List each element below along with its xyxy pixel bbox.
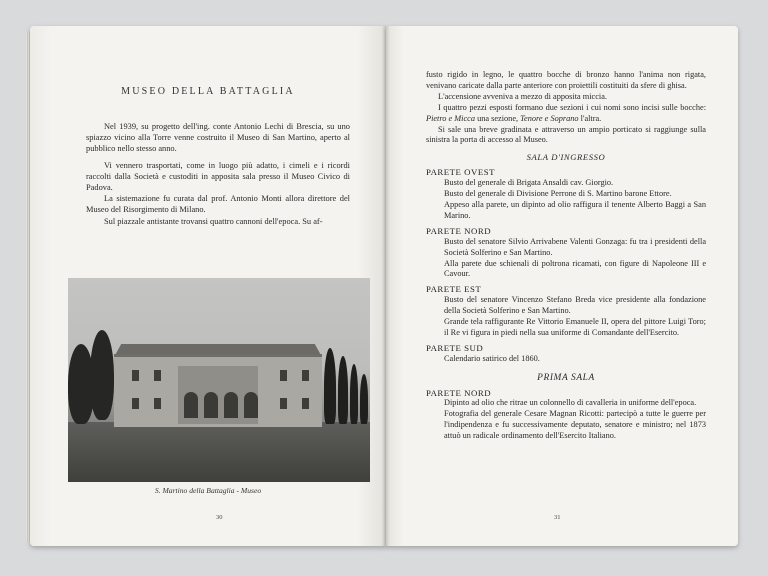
text: una sezione,: [477, 113, 519, 123]
left-page: [30, 26, 386, 546]
arch: [204, 392, 218, 418]
entry: Grande tela raffigurante Re Vittorio Emanuele II, opera del pittore Luigi Toro; il Re vi figura in piedi nella sua uniforme di Comandante dell'Esercito.: [444, 317, 706, 337]
window: [280, 370, 287, 381]
tree: [90, 330, 114, 420]
lawn: [68, 422, 370, 482]
entry: Alla parete due schienali di poltrona ricamati, con figure di Napoleone III e Cavour.: [444, 258, 706, 279]
entry: Calendario satirico del 1860.: [444, 353, 540, 363]
window: [280, 398, 287, 409]
window: [132, 370, 139, 381]
cypress: [324, 348, 336, 424]
paragraph: Si sale una breve gradinata e attraverso un ampio porticato si raggiunge sulla sinistra la porta di accesso al Museo.: [426, 124, 706, 145]
section-heading: PRIMA SALA: [537, 372, 595, 383]
cannon-names-paragraph: [426, 103, 706, 125]
right-page: [386, 26, 738, 546]
paragraph: Nel 1939, su progetto dell'ing. conte Antonio Lechi di Brescia, su uno spiazzo vicino alla Torre venne costruito il Museo di San Martino, aperto al pubblico nello stesso anno.: [86, 122, 350, 154]
cypress: [338, 356, 348, 424]
text: l'altra.: [580, 113, 602, 123]
arch: [224, 392, 238, 418]
window: [302, 398, 309, 409]
cypress: [360, 374, 368, 424]
window: [154, 398, 161, 409]
book-spine: [382, 26, 390, 546]
paragraph: Vi vennero trasportati, come in luogo più adatto, i cimeli e i ricordi raccolti dalla Società e custoditi in apposita sala presso il Museo Civico di Padova.: [86, 160, 350, 193]
wall-heading: PARETE OVEST: [426, 167, 495, 178]
entry: Busto del senatore Vincenzo Stefano Breda vice presidente alla fondazione della Società Solferino e San Martino.: [444, 295, 706, 316]
arch: [244, 392, 258, 418]
page-number: 31: [554, 514, 561, 521]
entry: Busto del generale di Brigata Ansaldi cav. Giorgio.: [444, 178, 614, 188]
paragraph: fusto rigido in legno, le quattro bocche di bronzo hanno l'anima non rigata, venivano caricate dalla parte anteriore con proiettili costituiti da sfere di ghisa.: [426, 70, 706, 90]
entry: Busto del generale di Divisione Perrone di S. Martino barone Ettore.: [444, 189, 672, 199]
window: [302, 370, 309, 381]
cannon-names: Tenore e Soprano: [520, 113, 579, 123]
paragraph: La sistemazione fu curata dal prof. Antonio Monti allora direttore del Museo del Risorgimento di Milano.: [86, 194, 350, 215]
wall-heading: PARETE NORD: [426, 387, 492, 398]
page-number: 30: [216, 514, 223, 521]
page-title: MUSEO DELLA BATTAGLIA: [121, 86, 295, 97]
paragraph: L'accensione avveniva a mezzo di apposita miccia.: [438, 91, 607, 101]
section-heading: SALA D'INGRESSO: [526, 152, 606, 163]
entry: Busto del senatore Silvio Arrivabene Valenti Gonzaga: fu tra i presidenti della Società Solferino e San Martino.: [444, 236, 706, 257]
photo-caption: S. Martino della Battaglia - Museo: [154, 486, 262, 495]
window: [154, 370, 161, 381]
entry: Appeso alla parete, un dipinto ad olio raffigura il tenente Alberto Baggi a San Marino.: [444, 199, 706, 220]
text: I quattro pezzi esposti formano due sezioni i cui nomi sono incisi sulle bocche:: [438, 102, 706, 112]
wall-heading: PARETE EST: [426, 284, 482, 295]
open-booklet: [30, 26, 738, 548]
wall-heading: PARETE NORD: [426, 225, 492, 236]
museum-photo: [68, 278, 370, 482]
entry: Dipinto ad olio che ritrae un colonnello di cavalleria in uniforme dell'epoca.: [444, 398, 697, 408]
paragraph: Sul piazzale antistante trovansi quattro cannoni dell'epoca. Su af-: [104, 216, 323, 226]
right-body-text: [426, 70, 706, 442]
window: [132, 398, 139, 409]
wall-heading: PARETE SUD: [426, 342, 484, 353]
cypress: [350, 364, 358, 424]
left-body-text: [86, 121, 350, 227]
arch: [184, 392, 198, 418]
cannon-names: Pietro e Micca: [426, 113, 475, 123]
entry: Fotografia del generale Cesare Magnan Ricotti: partecipò a tutte le guerre per l'indipendenza e fu successivamente deputato, senatore e ministro; nel 1873 attuò un radicale ordinamento dell'Esercito Italiano.: [444, 409, 706, 441]
